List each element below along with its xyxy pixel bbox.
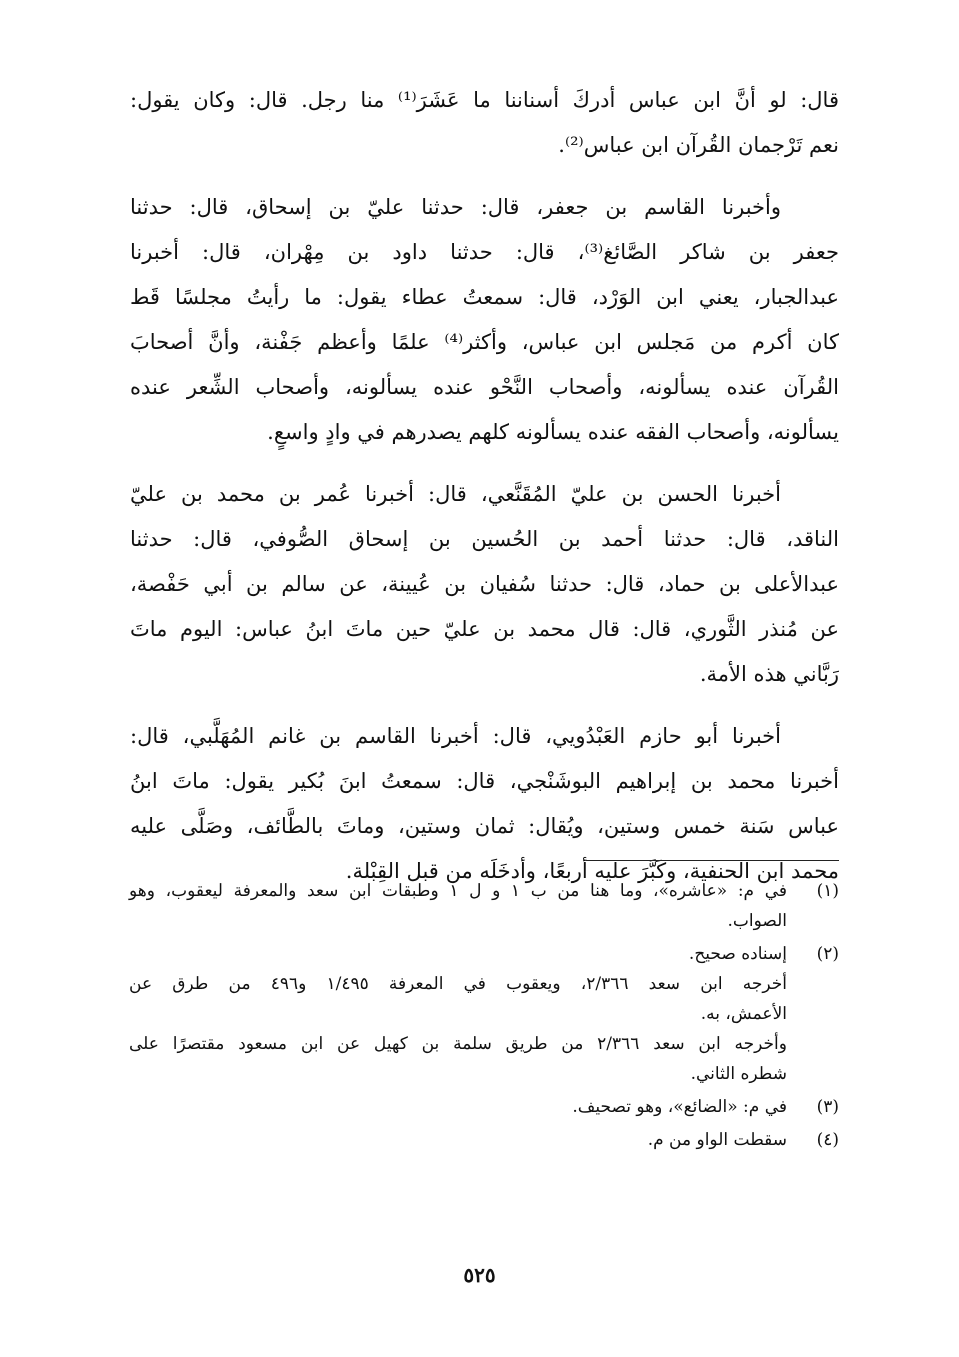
footnote-line: وأخرجه ابن سعد ٢/٣٦٦ من طريق سلمة بن كهيل عن ابن مسعود مقتصرًا على — [129, 1034, 787, 1054]
text-line: عباس سَنة خمس وستين، ويُقال: ثمان وستين، وماتَ بالطَّائف، وصَلَّى عليه — [130, 814, 839, 838]
footnote-separator — [586, 860, 839, 861]
footnote-number: (٢) — [816, 944, 839, 964]
text-line: محمد ابن الحنفية، وكَبَّرَ عليه أربعًا، وأدخَلَه من قبل القِبْلة. — [345, 859, 839, 883]
footnotes — [129, 876, 839, 1158]
text-line: جعفر بن شاكر الصَّائغ⁽³⁾، قال: حدثنا داود بن مِهْران، قال: أخبرنا — [130, 240, 839, 264]
footnote-line: في م: «عاشره»، وما هنا من ب ١ و ل ١ وطبقات ابن سعد والمعرفة ليعقوب، وهو — [129, 881, 787, 901]
footnote-line: الأعمش، به. — [700, 1004, 787, 1024]
footnote — [129, 1092, 839, 1122]
body-text — [130, 78, 839, 894]
footnote-line: شطره الثاني. — [690, 1064, 787, 1084]
footnote-number: (١) — [816, 881, 839, 901]
text-line: قال: لو أنَّ ابن عباس أدركَ أسناننا ما عَشَرَ⁽¹⁾ منا رجل. قال: وكان يقول: — [130, 88, 839, 112]
text-line: أخبرنا أبو حازم العَبْدُويي، قال: أخبرنا القاسم بن غانم المُهَلَّبي، قال: — [130, 724, 781, 748]
footnote-line: الصواب. — [727, 911, 787, 931]
footnote — [129, 939, 839, 1089]
footnote-line: أخرجه ابن سعد ٢/٣٦٦، ويعقوب في المعرفة ١/٤٩٥ و٤٩٦ من طرق عن — [129, 974, 787, 994]
text-line: أخبرنا محمد بن إبراهيم البوشَنْجي، قال: سمعتُ ابنَ بُكير يقول: ماتَ ابنُ — [130, 769, 839, 793]
text-line: وأخبرنا القاسم بن جعفر، قال: حدثنا عليّ بن إسحاق، قال: حدثنا — [130, 195, 781, 219]
text-line: رَبَّاني هذه الأمة. — [699, 662, 839, 686]
text-line: أخبرنا الحسن بن عليّ المُقَنَّعي، قال: أخبرنا عُمر بن محمد بن عليّ — [130, 482, 781, 506]
text-line: عبدالجبار، يعني ابن الوَرْد، قال: سمعتُ عطاء يقول: ما رأيتُ مجلسًا قَط — [130, 285, 839, 309]
page-number: ٥٢٥ — [463, 1263, 496, 1287]
footnote-line: في م: «الضائع»، وهو تصحيف. — [572, 1097, 787, 1117]
footnote-line: سقطت الواو من م. — [647, 1130, 787, 1150]
footnote-number: (٣) — [816, 1097, 839, 1117]
text-line: الناقد، قال: حدثنا أحمد بن الحُسين بن إسحاق الصُّوفي، قال: حدثنا — [130, 527, 839, 551]
paragraph — [130, 78, 839, 168]
paragraph — [130, 185, 839, 455]
footnote — [129, 1125, 839, 1155]
text-line: نعم تَرْجمان القُرآن ابن عباس⁽²⁾. — [558, 133, 839, 157]
text-line: القُرآن عنده يسألونه، وأصحاب النَّحْو عنده يسألونه، وأصحاب الشِّعر عنده — [130, 375, 839, 399]
text-line: كان أكرم من مَجلس ابن عباس، وأكثر⁽⁴⁾ علمًا وأعظم جَفْنة، وأنَّ أصحابَ — [130, 330, 839, 354]
footnote — [129, 876, 839, 936]
text-line: يسألونه، وأصحاب الفقه عنده يسألونه كلهم يصدرهم في وادٍ واسعٍ. — [267, 420, 839, 444]
footnote-number: (٤) — [816, 1130, 839, 1150]
footnote-line: إسناده صحيح. — [688, 944, 787, 964]
paragraph — [130, 714, 839, 894]
text-line: عن مُنذر الثَّوري، قال: قال محمد بن عليّ حين ماتَ ابنُ عباس: اليوم ماتَ — [130, 617, 839, 641]
text-line: عبدالأعلى بن حماد، قال: حدثنا سُفيان بن عُيينة، عن سالم بن أبي حَفْصة، — [130, 572, 839, 596]
paragraph — [130, 472, 839, 697]
